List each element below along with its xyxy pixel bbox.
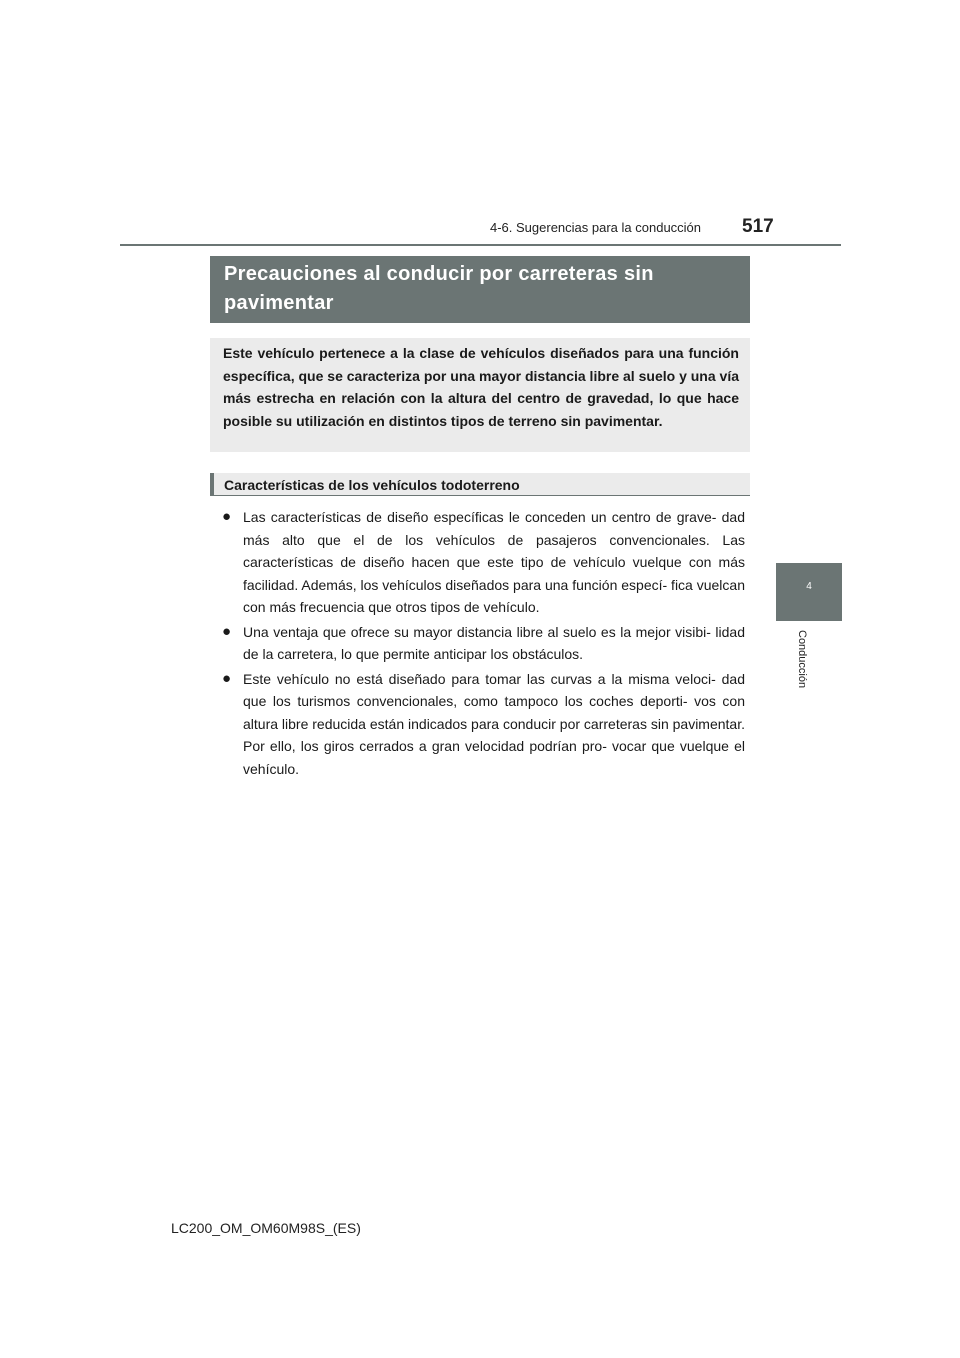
bullet-icon: ● (222, 669, 232, 687)
bullet-text: Una ventaja que ofrece su mayor distancia libre al suelo es la mejor visibi- lidad de la carretera, lo que permite anticipar los obstáculos. (243, 623, 745, 662)
bullet-icon: ● (222, 622, 232, 640)
bullet-text: Este vehículo no está diseñado para tomar las curvas a la misma veloci- dad que los turismos convencionales, como tampoco los coches deporti- vos con altura libre reducida están indicados para conducir por carreteras sin pavimentar. Por ello, los giros cerrados a gran velocidad podrían pro- vocar que vuelque el vehículo. (243, 670, 745, 777)
header-rule (120, 244, 841, 246)
list-item (222, 668, 745, 781)
page-number: 517 (742, 216, 774, 237)
chapter-label: Conducción (796, 630, 808, 689)
header-section-title: 4-6. Sugerencias para la conducción (490, 220, 702, 235)
subsection-title: Características de los vehículos todoterreno (210, 473, 750, 496)
section-title: Precauciones al conducir por carreteras sin pavimentar (210, 256, 750, 323)
list-item (222, 506, 745, 619)
bullet-text: Las características de diseño específicas le conceden un centro de grave- dad más alto que el de los vehículos de pasajeros convencionales. Las características de diseño hacen que este tipo de vehículo vuelque con más facilidad. Además, los vehículos diseñados para una función especí- fica vuelcan con más frecuencia que otros tipos de vehículo. (243, 509, 745, 615)
bullet-list (222, 506, 745, 782)
chapter-number: 4 (806, 581, 812, 592)
list-item (222, 621, 745, 666)
chapter-tab (776, 563, 842, 621)
bullet-icon: ● (222, 508, 232, 525)
footer-code: LC200_OM_OM60M98S_(ES) (171, 1220, 361, 1236)
intro-text: Este vehículo pertenece a la clase de vehículos diseñados para una función específica, que se caracteriza por una mayor distancia libre al suelo y una vía más estrecha en relación con la altura del centro de gravedad, lo que hace posible su utilización en distintos tipos de terreno sin pavimentar. (210, 338, 750, 452)
